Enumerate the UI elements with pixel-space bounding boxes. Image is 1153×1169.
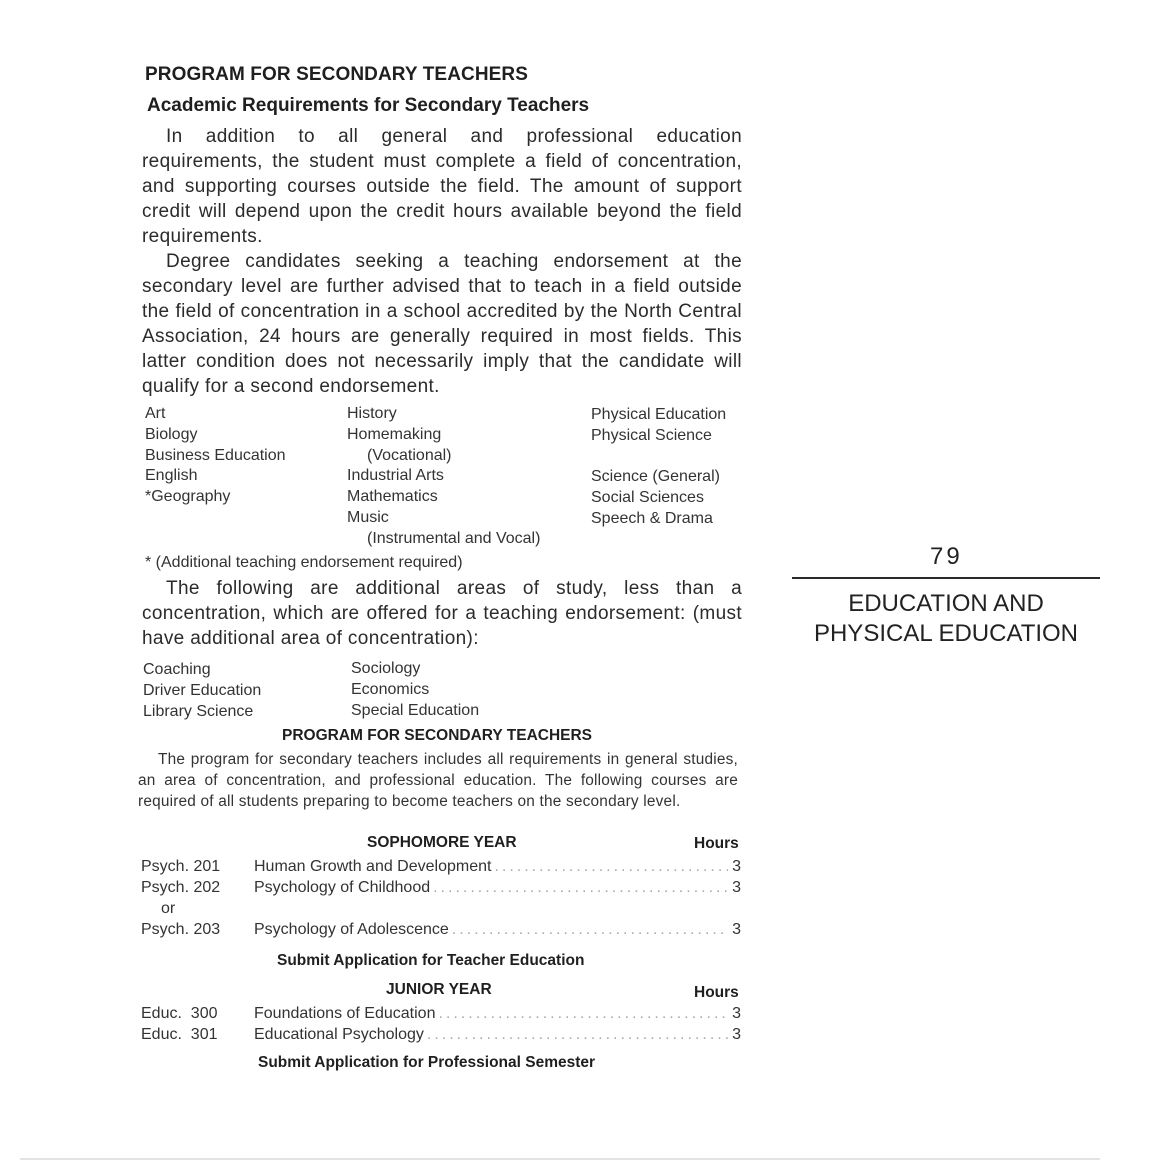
page-number: 79 <box>930 543 963 570</box>
submit-teacher-education-note: Submit Application for Teacher Education <box>277 952 585 969</box>
list-item: Social Sciences <box>591 489 704 507</box>
or-label: or <box>161 900 176 917</box>
list-item: Special Education <box>351 701 480 719</box>
list-item: Business Education <box>145 446 286 464</box>
course-code: Educ. 301 <box>141 1026 218 1043</box>
course-title: Educational Psychology <box>254 1026 424 1043</box>
course-title: Psychology of Adolescence <box>254 921 449 938</box>
areas-column-2 <box>351 659 479 721</box>
list-item: Industrial Arts <box>347 467 444 485</box>
list-item: (Vocational) <box>367 446 452 464</box>
junior-year-heading: JUNIOR YEAR <box>386 981 492 998</box>
list-item: Physical Science <box>591 426 712 444</box>
course-title: Foundations of Education <box>254 1005 436 1022</box>
list-item: Speech & Drama <box>591 509 713 527</box>
subsection-heading: Academic Requirements for Secondary Teachers <box>147 95 590 116</box>
section-heading: PROGRAM FOR SECONDARY TEACHERS <box>145 64 529 85</box>
running-section-title <box>792 589 1100 649</box>
hours-label: Hours <box>694 835 739 852</box>
course-code: Educ. 300 <box>141 1005 218 1022</box>
list-item: Driver Education <box>143 681 262 699</box>
list-item: Sociology <box>351 660 421 677</box>
list-item: Physical Education <box>591 406 727 423</box>
course-credits: 3 <box>732 879 741 896</box>
section-title-line: EDUCATION AND <box>848 590 1044 617</box>
course-row <box>141 1003 741 1025</box>
section-divider <box>792 577 1100 579</box>
list-item: *Geography <box>145 488 231 506</box>
fields-column-1 <box>145 404 286 508</box>
list-item: Library Science <box>143 702 254 720</box>
dot-leader <box>438 1003 728 1025</box>
list-item: Art <box>145 405 166 422</box>
dot-leader <box>433 877 728 899</box>
program-heading: PROGRAM FOR SECONDARY TEACHERS <box>282 727 593 744</box>
dot-leader <box>452 919 728 941</box>
areas-column-1 <box>143 660 261 722</box>
list-item: Coaching <box>143 661 211 678</box>
hours-label: Hours <box>694 984 739 1001</box>
course-credits: 3 <box>732 858 741 875</box>
paragraph-additional-areas: The following are additional areas of study, less than a concentration, which are offered for a teaching endorsement: (must have additional area of concentration): <box>142 578 742 649</box>
list-item: (Instrumental and Vocal) <box>367 529 541 547</box>
course-credits: 3 <box>732 1005 741 1022</box>
section-title-line: PHYSICAL EDUCATION <box>813 620 1079 647</box>
footnote: * (Additional teaching endorsement required) <box>145 554 463 571</box>
course-code: Psych. 202 <box>141 879 221 896</box>
list-item: Science (General) <box>591 468 720 486</box>
course-title: Psychology of Childhood <box>254 879 431 896</box>
list-item: Economics <box>351 680 430 698</box>
course-title: Human Growth and Development <box>254 858 492 875</box>
course-row <box>141 919 741 941</box>
page-bottom-edge <box>20 1158 1100 1160</box>
list-item: Music <box>347 508 389 526</box>
list-item: Homemaking <box>347 425 442 443</box>
course-code: Psych. 203 <box>141 921 221 938</box>
paragraph-requirements: In addition to all general and professional education requirements, the student must complete a field of concentration, and supporting courses outside the field. The amount of support credit will depend upon the credit hours available beyond the field requirements. <box>142 126 742 247</box>
list-item: History <box>347 405 397 422</box>
fields-column-3 <box>591 405 726 530</box>
course-row <box>141 877 741 899</box>
course-credits: 3 <box>732 921 741 938</box>
list-spacer <box>591 447 726 468</box>
list-item: English <box>145 467 198 485</box>
course-row <box>141 856 741 878</box>
course-row <box>141 1024 741 1046</box>
course-code: Psych. 201 <box>141 858 221 875</box>
course-credits: 3 <box>732 1026 741 1043</box>
program-paragraph: The program for secondary teachers includes all requirements in general studies, an area of concentration, and professional education. The following courses are required of all students preparing to become teachers on the secondary level. <box>138 751 738 810</box>
sophomore-year-heading: SOPHOMORE YEAR <box>367 834 517 851</box>
paragraph-endorsement: Degree candidates seeking a teaching endorsement at the secondary level are further advised that to teach in a field outside the field of concentration in a school accredited by the North Central Association, 24 hours are generally required in most fields. This latter condition does not necessarily imply that the candidate will qualify for a second endorsement. <box>142 251 742 397</box>
list-item: Mathematics <box>347 488 438 506</box>
dot-leader <box>427 1024 728 1046</box>
dot-leader <box>494 856 728 878</box>
fields-column-2 <box>347 404 540 550</box>
list-item: Biology <box>145 425 198 443</box>
submit-professional-semester-note: Submit Application for Professional Semester <box>258 1054 596 1071</box>
